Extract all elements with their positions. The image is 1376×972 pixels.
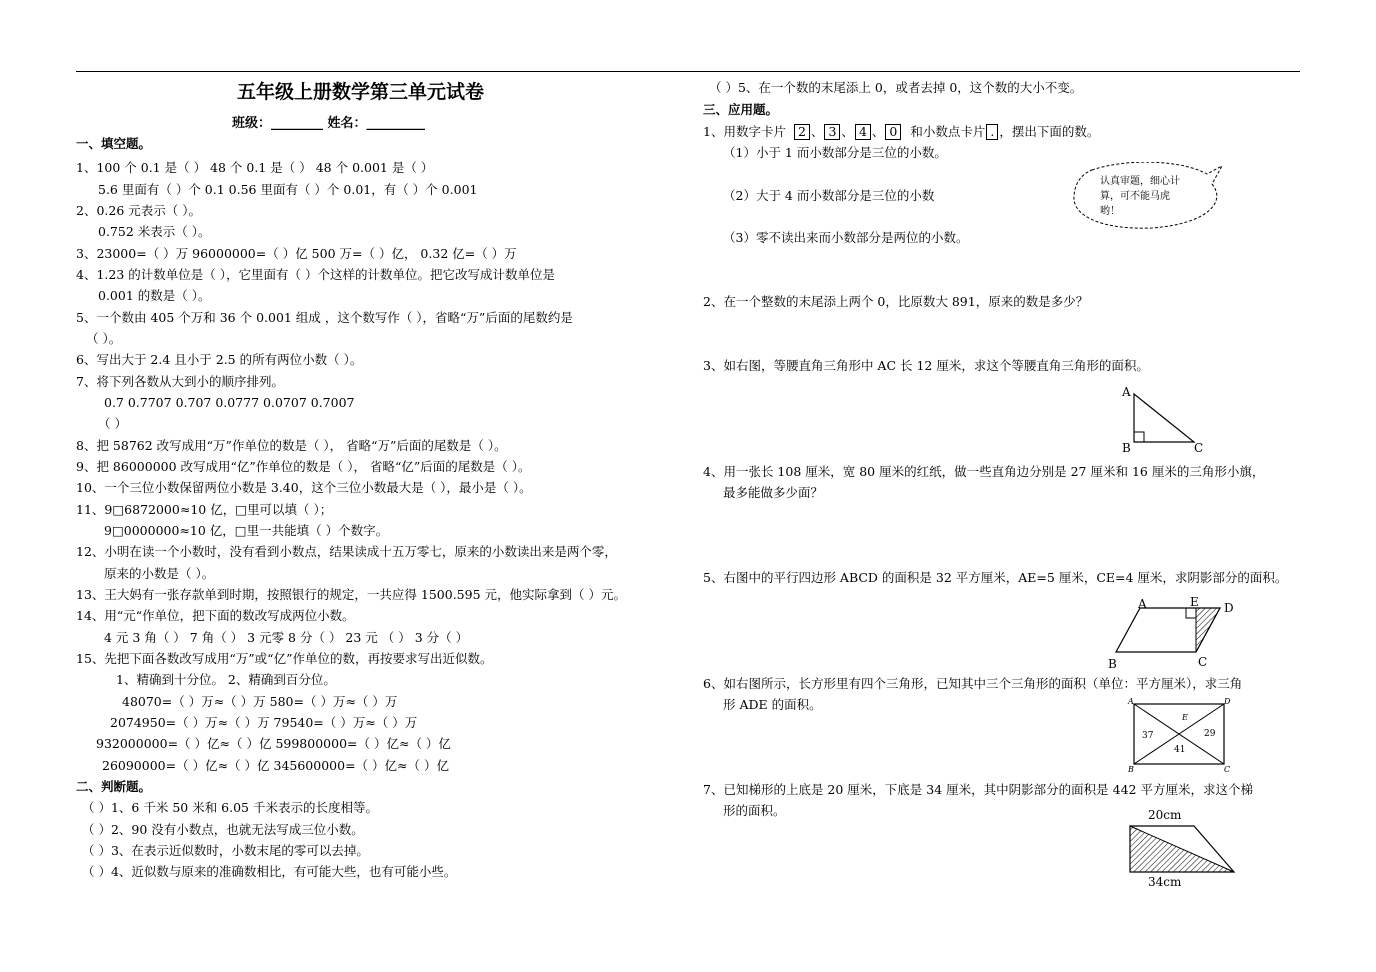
figure-trapezoid bbox=[1120, 806, 1244, 890]
page-title: 五年级上册数学第三单元试卷 bbox=[237, 81, 485, 103]
question-line: 3、23000=（ ）万 96000000=（ ）亿 500 万=（ ）亿， 0.32 亿=（ ）万 bbox=[76, 246, 517, 261]
question-line: 48070=（ ）万≈（ ）万 580=（ ）万≈（ ）万 bbox=[122, 694, 398, 709]
label-b: B bbox=[1122, 441, 1131, 455]
question-line: 7、已知梯形的上底是 20 厘米，下底是 34 厘米，其中阴影部分的面积是 442 平方厘米，求这个梯 bbox=[703, 782, 1253, 797]
question-line: 三、应用题。 bbox=[703, 102, 779, 117]
question-line: 2、0.26 元表示（ ）。 bbox=[76, 203, 201, 218]
digit-card: 2 bbox=[794, 124, 810, 140]
question-line: 最多能做多少面？ bbox=[723, 485, 824, 500]
question-line: 14、用“元“作单位，把下面的数改写成两位小数。 bbox=[76, 608, 355, 623]
separator: 、 bbox=[810, 124, 824, 139]
bubble-line-3: 哟！ bbox=[1100, 206, 1120, 217]
question-line: 0.7 0.7707 0.707 0.0777 0.0707 0.7007 bbox=[104, 395, 355, 410]
question-line: 形的面积。 bbox=[723, 803, 786, 818]
label-c: C bbox=[1224, 765, 1231, 774]
label-b: B bbox=[1108, 657, 1117, 671]
question-line: 2074950=（ ）万≈（ ）万 79540=（ ）万≈（ ）万 bbox=[110, 715, 418, 730]
question-line: （1）小于 1 而小数部分是三位的小数。 bbox=[723, 145, 947, 160]
card-tail-text: ，摆出下面的数。 bbox=[999, 124, 1100, 139]
area-29: 29 bbox=[1204, 729, 1216, 739]
question-line: 0.001 的数是（ ）。 bbox=[98, 288, 211, 303]
question-line: 4、用一张长 108 厘米，宽 80 厘米的红纸，做一些直角边分别是 27 厘米和 16 厘米的三角形小旗， bbox=[703, 464, 1265, 479]
question-line: 1、100 个 0.1 是（ ） 48 个 0.1 是（ ） 48 个 0.001 是（ ） bbox=[76, 160, 434, 175]
question-line: 一、填空题。 bbox=[76, 136, 152, 151]
area-37: 37 bbox=[1142, 731, 1154, 741]
label-b: B bbox=[1128, 765, 1134, 774]
bubble-line-2: 算，可不能马虎 bbox=[1100, 191, 1170, 202]
question-line: （ ）2、90 没有小数点，也就无法写成三位小数。 bbox=[82, 822, 364, 837]
label-a: A bbox=[1138, 597, 1147, 611]
figure-rectangle-triangles bbox=[1124, 696, 1234, 776]
label-a: A bbox=[1122, 385, 1131, 399]
card-mid-text: 和小数点卡片 bbox=[910, 124, 986, 139]
question-line: （2）大于 4 而小数部分是三位的小数 bbox=[723, 188, 935, 203]
top-base-label: 20cm bbox=[1148, 808, 1182, 822]
question-line: 1、精确到十分位。 2、精确到百分位。 bbox=[116, 672, 336, 687]
label-d: D bbox=[1224, 601, 1234, 615]
question-line: 5.6 里面有（ ）个 0.1 0.56 里面有（ ）个 0.01，有（ ）个 0.001 bbox=[98, 182, 478, 197]
question-line: 原来的小数是（ ）。 bbox=[104, 566, 215, 581]
area-41: 41 bbox=[1174, 745, 1186, 755]
question-line: 12、小明在读一个小数时，没有看到小数点，结果读成十五万零七，原来的小数读出来是两个零， bbox=[76, 544, 617, 559]
question-line: （ ）。 bbox=[86, 331, 122, 346]
question-line: 9□0000000≈10 亿，□里一共能填（ ）个数字。 bbox=[104, 523, 389, 538]
question-line: 5、右图中的平行四边形 ABCD 的面积是 32 平方厘米，AE=5 厘米，CE=4 厘米，求阴影部分的面积。 bbox=[703, 570, 1288, 585]
bubble-line-1: 认真审题，细心计 bbox=[1100, 176, 1180, 187]
label-e: E bbox=[1190, 596, 1199, 609]
digit-card: 0 bbox=[885, 124, 901, 140]
decimal-point-card: . bbox=[986, 124, 998, 140]
label-c: C bbox=[1198, 655, 1208, 669]
question-line: 15、先把下面各数改写成用“万”或“亿”作单位的数，再按要求写出近似数。 bbox=[76, 651, 493, 666]
question-line: 7、将下列各数从大到小的顺序排列。 bbox=[76, 374, 284, 389]
question-line: 10、一个三位小数保留两位小数是 3.40，这个三位小数最大是（ ），最小是（ ）。 bbox=[76, 480, 532, 495]
label-c: C bbox=[1194, 441, 1204, 455]
question-line: 8、把 58762 改写成用“万”作单位的数是（ ）， 省略“万”后面的尾数是（ ）。 bbox=[76, 438, 507, 453]
question-line: 6、如右图所示，长方形里有四个三角形，已知其中三个三角形的面积（单位：平方厘米），求三角 bbox=[703, 676, 1243, 691]
separator: 、 bbox=[871, 124, 885, 139]
question-line: 5、一个数由 405 个万和 36 个 0.001 组成 ，这个数写作（ ），省略“万”后面的尾数约是 bbox=[76, 310, 573, 325]
question-line: 13、王大妈有一张存款单到时期，按照银行的规定，一共应得 1500.595 元，他实际拿到（ ）元。 bbox=[76, 587, 626, 602]
question-line: 形 ADE 的面积。 bbox=[723, 697, 822, 712]
digit-card: 3 bbox=[824, 124, 840, 140]
question-line: 932000000=（ ）亿≈（ ）亿 599800000=（ ）亿≈（ ）亿 bbox=[96, 736, 451, 751]
question-line: 11、9□6872000≈10 亿，□里可以填（ ）； bbox=[76, 502, 333, 517]
figure-parallelogram bbox=[1104, 596, 1244, 672]
question-line: 二、判断题。 bbox=[76, 779, 152, 794]
figure-right-triangle bbox=[1116, 384, 1206, 456]
question-line: 2、在一个整数的末尾添上两个 0，比原数大 891，原来的数是多少？ bbox=[703, 294, 1089, 309]
digit-card: 4 bbox=[855, 124, 871, 140]
question-line: （3）零不读出来而小数部分是两位的小数。 bbox=[723, 230, 969, 245]
question-line: 9、把 86000000 改写成用“亿”作单位的数是（ ）， 省略“亿”后面的尾数是（ ）。 bbox=[76, 459, 531, 474]
question-line: （ ）5、在一个数的末尾添上 0，或者去掉 0，这个数的大小不变。 bbox=[709, 80, 1083, 95]
question-line: 4 元 3 角（ ） 7 角（ ） 3 元零 8 分（ ） 23 元 （ ） 3 分（ ） bbox=[104, 630, 469, 645]
question-line: （ ）4、近似数与原来的准确数相比，有可能大些，也有可能小些。 bbox=[82, 864, 457, 879]
separator: 、 bbox=[841, 124, 854, 139]
label-a: A bbox=[1128, 697, 1134, 706]
question-line: 1、用数字卡片 bbox=[703, 124, 786, 139]
speech-bubble bbox=[1072, 162, 1222, 230]
question-line: 4、1.23 的计数单位是（ ），它里面有（ ）个这样的计数单位。把它改写成计数单位是 bbox=[76, 267, 555, 282]
label-e: E bbox=[1182, 713, 1188, 722]
question-line: （ ） bbox=[98, 416, 127, 431]
question-line: 3、如右图，等腰直角三角形中 AC 长 12 厘米，求这个等腰直角三角形的面积。 bbox=[703, 358, 1149, 373]
bottom-base-label: 34cm bbox=[1148, 875, 1182, 889]
label-d: D bbox=[1224, 697, 1231, 706]
top-rule bbox=[76, 71, 1300, 72]
question-line: 6、写出大于 2.4 且小于 2.5 的所有两位小数（ ）。 bbox=[76, 352, 363, 367]
question-line: 26090000=（ ）亿≈（ ）亿 345600000=（ ）亿≈（ ）亿 bbox=[102, 758, 449, 773]
question-line: （ ）1、6 千米 50 米和 6.05 千米表示的长度相等。 bbox=[82, 800, 378, 815]
student-info: 班级：________ 姓名：_________ bbox=[232, 116, 426, 131]
question-line: （ ）3、在表示近似数时，小数末尾的零可以去掉。 bbox=[82, 843, 369, 858]
question-line: 0.752 米表示（ ）。 bbox=[98, 224, 211, 239]
digit-cards bbox=[793, 124, 1099, 140]
